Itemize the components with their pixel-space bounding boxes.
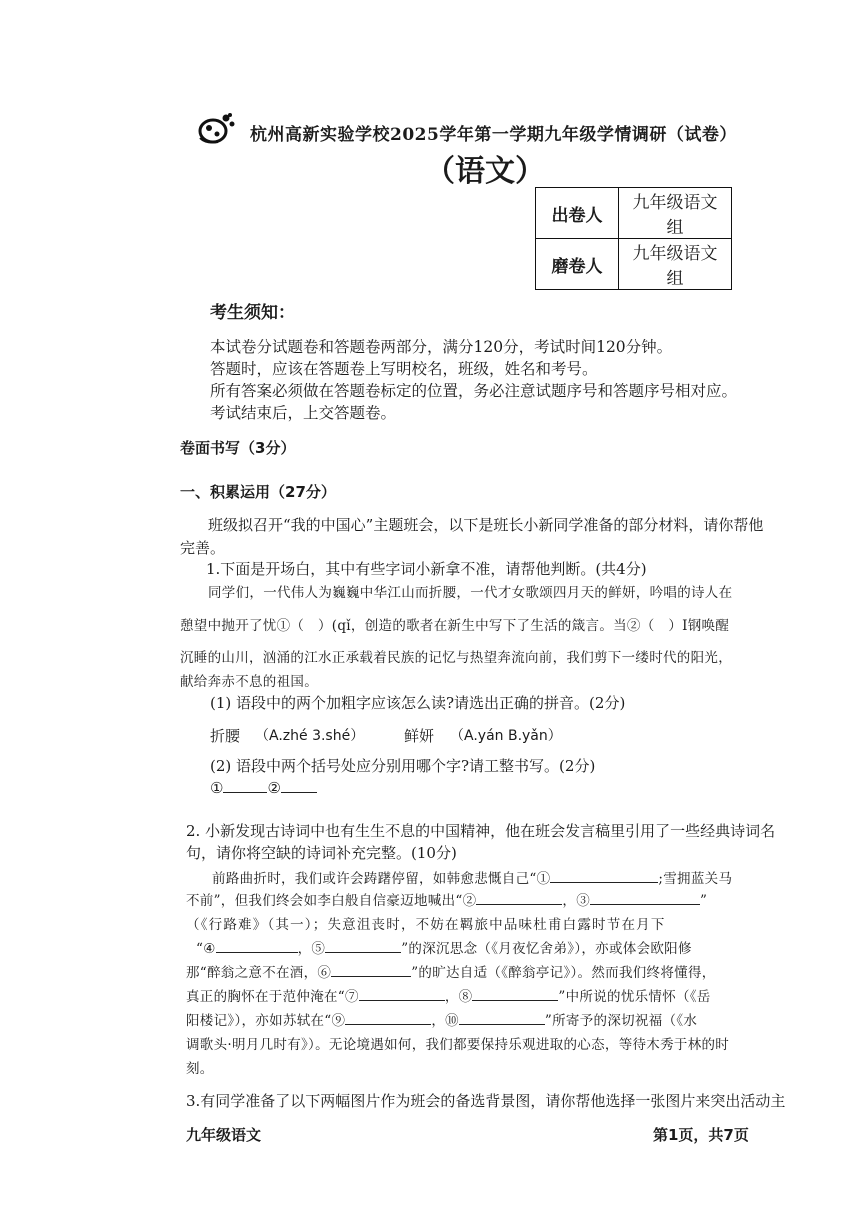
notice-line: 考试结束后，上交答题卷。: [210, 404, 397, 422]
answer-blank[interactable]: [476, 890, 562, 905]
setter-value: 九年级语文组: [619, 188, 732, 239]
q2-text: ”所寄予的深切祝福（《水: [544, 1013, 698, 1029]
question-2-stem: 句，请你将空缺的诗词补充完整。(10分): [186, 844, 457, 862]
q2-line: 刻。: [186, 1061, 214, 1077]
answer-blank[interactable]: [281, 778, 317, 793]
answer-blank[interactable]: [459, 1010, 545, 1025]
answer-blank[interactable]: [550, 868, 658, 883]
q1-word1: 折腰: [210, 727, 241, 745]
q2-line: 调歌头·明月几时有》）。无论境遇如何，我们都要保持乐观进取的心态，等待木秀于林的时: [186, 1037, 730, 1053]
q2-text: ，⑩: [431, 1013, 459, 1029]
answer-blank[interactable]: [223, 778, 267, 793]
handwriting-score: 卷面书写（3分）: [180, 439, 296, 457]
notice-line: 本试卷分试题卷和答题卷两部分，满分120分，考试时间120分钟。: [210, 338, 673, 356]
q2-line: [196, 937, 692, 957]
q2-text: 那“醉翁之意不在酒，⑥: [186, 965, 332, 981]
q2-text: ”的旷达自适（《醉翁亭记》）。然而我们终将懂得，: [411, 965, 716, 981]
q2-text: 前路曲折时，我们或许会踌躇停留，如韩愈悲慨自己“①: [212, 871, 551, 887]
q1-options2: （A.yán B.yǎn）: [450, 728, 562, 744]
notice-line: 所有答案必须做在答题卷标定的位置，务必注意试题序号和答题序号相对应。: [210, 382, 738, 400]
blank-marker: ①: [210, 779, 224, 797]
section-intro: 班级拟召开“我的中国心”主题班会，以下是班长小新同学准备的部分材料，请你帮他: [208, 516, 764, 534]
q1-answer-line: [210, 778, 317, 797]
reviewer-value: 九年级语文组: [619, 239, 732, 290]
section-intro: 完善。: [180, 539, 226, 557]
q1-paragraph: 同学们，一代伟人为巍巍中华江山而折腰，一代才女歌颂四月天的鲜妍，吟唱的诗人在: [208, 585, 733, 601]
q2-text: ”中所说的忧乐情怀（《岳: [558, 989, 711, 1005]
q2-line: [186, 985, 711, 1005]
q2-line: [212, 867, 732, 887]
q2-text: ”: [700, 893, 708, 909]
q2-text: ，⑧: [444, 989, 473, 1005]
q2-text: 阳楼记》），亦如苏轼在“⑨: [186, 1013, 346, 1029]
section-title: 一、积累运用（27分）: [180, 483, 336, 501]
answer-blank[interactable]: [590, 890, 700, 905]
answer-blank[interactable]: [359, 986, 445, 1001]
q1-paragraph: 沉睡的山川，汹涌的江水正承载着民族的记忆与热望奔流向前，我们剪下一缕时代的阳光，: [180, 650, 732, 666]
q2-line: [186, 1009, 697, 1029]
q1-paragraph: 憩望中抛开了忧①（ ）(qǐ，创造的歌者在新生中写下了生活的箴言。当②（ ）Ⅰ钢唤醒: [180, 618, 730, 634]
q2-text: ，③: [562, 893, 591, 909]
notice-title: 考生须知：: [210, 303, 295, 323]
question-2-stem: 2. 小新发现古诗词中也有生生不息的中国精神，他在班会发言稿里引用了一些经典诗词名: [186, 822, 776, 840]
q2-line: （《行路难》（其一）；失意沮丧时，不妨在羁旅中品味杜甫白露时节在月下: [186, 917, 666, 933]
answer-blank[interactable]: [331, 962, 411, 977]
question-3-stem: 3.有同学准备了以下两幅图片作为班会的备选背景图，请你帮他选择一张图片来突出活动主: [186, 1092, 786, 1110]
q2-line: [186, 889, 707, 909]
answer-blank[interactable]: [325, 938, 401, 953]
q2-text: 真正的胸怀在于范仲淹在“⑦: [186, 989, 359, 1005]
q2-text: “④: [196, 941, 216, 957]
q1-options1: （A.zhé 3.shé）: [255, 728, 365, 744]
author-table: [535, 187, 732, 290]
question-1-stem: 1.下面是开场白，其中有些字词小新拿不准，请帮他判断。(共4分): [206, 560, 647, 578]
q1-sub2: (2) 语段中两个括号处应分别用哪个字?请工整书写。(2分): [210, 757, 596, 775]
footer-grade: 九年级语文: [186, 1126, 262, 1144]
q2-text: ，⑤: [297, 941, 326, 957]
q2-line: [186, 961, 716, 981]
reviewer-label: 磨卷人: [536, 239, 619, 290]
q1-paragraph: 献给奔赤不息的祖国。: [180, 674, 318, 690]
subject-title: （语文）: [425, 154, 545, 189]
school-logo: [196, 112, 236, 146]
q1-word2: 鲜妍: [404, 727, 435, 745]
answer-blank[interactable]: [345, 1010, 431, 1025]
answer-blank[interactable]: [216, 938, 298, 953]
author-row-setter: [536, 188, 732, 239]
q1-sub1: (1) 语段中的两个加粗字应该怎么读?请选出正确的拼音。(2分): [210, 694, 626, 712]
answer-blank[interactable]: [472, 986, 558, 1001]
blank-marker: ②: [267, 779, 281, 797]
setter-label: 出卷人: [536, 188, 619, 239]
author-row-reviewer: [536, 239, 732, 290]
q2-text: ;雪拥蓝关马: [658, 871, 733, 887]
q2-text: 不前”，但我们终会如李白般自信豪迈地喊出“②: [186, 893, 477, 909]
exam-title: 杭州高新实验学校2025学年第一学期九年级学情调研（试卷）: [250, 125, 737, 145]
page-number: 第1页，共7页: [653, 1126, 749, 1144]
q2-text: ”的深沉思念（《月夜忆舍弟》），亦或体会欧阳修: [401, 941, 692, 957]
notice-line: 答题时，应该在答题卷上写明校名，班级，姓名和考号。: [210, 360, 598, 378]
